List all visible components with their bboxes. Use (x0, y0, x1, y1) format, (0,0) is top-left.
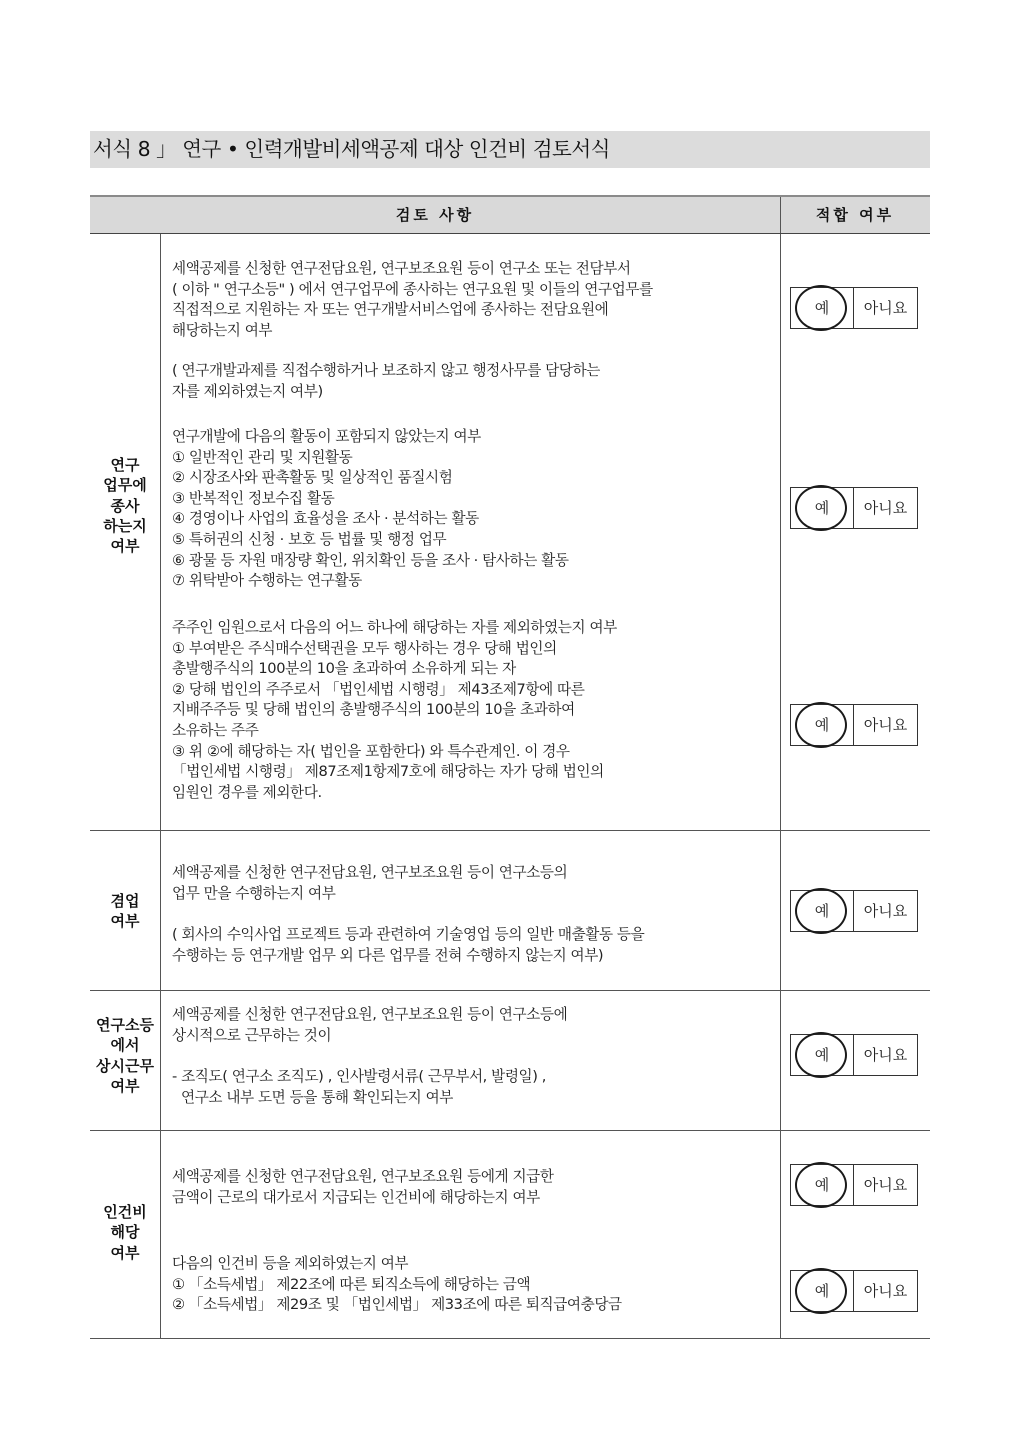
suitability-answer (790, 1164, 918, 1206)
answer-yes: 예 (814, 716, 830, 734)
review-text-line: 자를 제외하였는지 여부) (172, 382, 323, 400)
review-row-labor-cost (90, 1131, 930, 1339)
review-text-line: 세액공제를 신청한 연구전담요원, 연구보조요원 등이 연구소등에 (172, 1006, 568, 1023)
row-label-line: 업무에 (103, 476, 147, 495)
review-text-line: ⑦ 위탁받아 수행하는 연구활동 (172, 572, 362, 590)
table-header (90, 195, 930, 234)
row-label (90, 891, 160, 932)
review-text-line: 소유하는 주주 (172, 721, 259, 739)
review-text-line: ⑤ 특허권의 신청 · 보호 등 법률 및 행정 업무 (172, 530, 447, 548)
row-label-line: 하는지 (103, 516, 147, 535)
row-label-line: 여부 (110, 1076, 140, 1095)
title-bar (90, 131, 930, 168)
row-label-line: 여부 (110, 912, 140, 931)
review-paragraph-note (172, 1067, 546, 1108)
review-paragraph (172, 427, 569, 592)
review-text-line: ④ 경영이나 사업의 효율성을 조사 · 분석하는 활동 (172, 510, 479, 528)
review-text-line: 해당하는지 여부 (172, 321, 273, 339)
review-text-line: 상시적으로 근무하는 것이 (172, 1026, 332, 1044)
answer-yes: 예 (814, 1176, 830, 1194)
answer-yes: 예 (814, 1282, 830, 1300)
review-text-line: - 조직도( 연구소 조직도) , 인사발령서류( 근무부서, 발령일) , (172, 1068, 547, 1085)
column-divider (780, 831, 781, 990)
suitability-answer (790, 1270, 918, 1312)
suitability-answer (790, 487, 918, 529)
row-label-line: 에서 (110, 1036, 140, 1055)
column-divider (160, 234, 161, 830)
review-paragraph-note (172, 361, 600, 402)
review-paragraph (172, 618, 617, 803)
answer-no: 아니요 (863, 499, 908, 517)
review-text-line: ② 「소득세법」 제29조 및 「법인세법」 제33조에 따른 퇴직급여충당금 (172, 1296, 622, 1314)
review-text-line: ( 회사의 수익사업 프로젝트 등과 관련하여 기술영업 등의 일반 매출활동 등을 (172, 926, 645, 943)
review-text-line: 세액공제를 신청한 연구전담요원, 연구보조요원 등에게 지급한 (172, 1168, 554, 1185)
answer-no: 아니요 (863, 1046, 908, 1064)
answer-yes: 예 (814, 299, 830, 317)
row-label (90, 1015, 160, 1096)
review-paragraph (172, 863, 567, 904)
page-title: 서식 8 」 연구 • 인력개발비세액공제 대상 인건비 검토서식 (93, 137, 610, 161)
review-paragraph (172, 1254, 622, 1316)
row-label-line: 해당 (110, 1223, 140, 1242)
row-label-line: 연구소등 (96, 1016, 154, 1034)
review-text-line: ⑥ 광물 등 자원 매장량 확인, 위치확인 등을 조사 · 탐사하는 활동 (172, 551, 569, 569)
answer-yes: 예 (814, 499, 830, 517)
review-text-line: ( 이하 " 연구소등" ) 에서 연구업무에 종사하는 연구요원 및 이들의 연구업무를 (172, 280, 653, 298)
review-text-line: 금액이 근로의 대가로서 지급되는 인건비에 해당하는지 여부 (172, 1188, 540, 1206)
row-label-line: 상시근무 (96, 1056, 154, 1075)
column-divider (160, 991, 161, 1130)
answer-no: 아니요 (863, 716, 908, 734)
row-label-line: 여부 (110, 537, 140, 556)
review-text-line: ① 부여받은 주식매수선택권을 모두 행사하는 경우 당해 법인의 (172, 639, 557, 657)
row-label-line: 종사 (110, 496, 140, 515)
row-label-line: 인건비 (103, 1203, 147, 1221)
review-text-line: 다음의 인건비 등을 제외하였는지 여부 (172, 1255, 409, 1272)
column-divider (780, 991, 781, 1130)
review-text-line: 연구소 내부 도면 등을 통해 확인되는지 여부 (181, 1088, 453, 1106)
review-paragraph (172, 259, 653, 341)
review-text-line: 세액공제를 신청한 연구전담요원, 연구보조요원 등이 연구소등의 (172, 864, 568, 881)
review-text-line: ② 당해 법인의 주주로서 「법인세법 시행령」 제43조제7항에 따른 (172, 680, 585, 698)
review-text-line: 임원인 경우를 제외한다. (172, 783, 322, 801)
review-text-line: 주주인 임원으로서 다음의 어느 하나에 해당하는 자를 제외하였는지 여부 (172, 619, 617, 636)
column-divider (160, 1131, 161, 1338)
header-review-items: 검토 사항 (395, 206, 475, 224)
review-text-line: 지배주주등 및 당해 법인의 총발행주식의 100분의 10을 초과하여 (172, 701, 575, 719)
review-paragraph (172, 1005, 567, 1046)
review-paragraph (172, 1167, 554, 1208)
review-row-concurrent-work (90, 831, 930, 991)
column-divider (780, 1131, 781, 1338)
row-label-line: 여부 (110, 1243, 140, 1262)
review-text-line: 「법인세법 시행령」 제87조제1항제7호에 해당하는 자가 당해 법인의 (172, 763, 604, 781)
review-text-line: ③ 반복적인 정보수집 활동 (172, 489, 335, 507)
review-text-line: 수행하는 등 연구개발 업무 외 다른 업무를 전혀 수행하지 않는지 여부) (172, 946, 604, 964)
review-text-line: 업무 만을 수행하는지 여부 (172, 884, 336, 902)
suitability-answer (790, 287, 918, 329)
row-label-line: 겸업 (110, 892, 140, 910)
answer-yes: 예 (814, 1046, 830, 1064)
column-divider (160, 831, 161, 990)
review-text-line: 연구개발에 다음의 활동이 포함되지 않았는지 여부 (172, 428, 481, 445)
review-text-line: ② 시장조사와 판촉활동 및 일상적인 품질시험 (172, 469, 453, 487)
answer-no: 아니요 (863, 902, 908, 920)
row-label (90, 455, 160, 556)
answer-no: 아니요 (863, 1282, 908, 1300)
review-text-line: 세액공제를 신청한 연구전담요원, 연구보조요원 등이 연구소 또는 전담부서 (172, 260, 631, 277)
answer-no: 아니요 (863, 299, 908, 317)
review-text-line: ( 연구개발과제를 직접수행하거나 보조하지 않고 행정사무를 담당하는 (172, 362, 600, 379)
column-divider (780, 234, 781, 830)
suitability-answer (790, 704, 918, 746)
suitability-answer (790, 1034, 918, 1076)
answer-yes: 예 (814, 902, 830, 920)
answer-no: 아니요 (863, 1176, 908, 1194)
row-label (90, 1202, 160, 1263)
header-suitability: 적합 여부 (815, 206, 895, 224)
row-label-line: 연구 (110, 456, 140, 474)
review-text-line: ③ 위 ②에 해당하는 자( 법인을 포함한다) 와 특수관계인. 이 경우 (172, 742, 570, 760)
review-text-line: ① 「소득세법」 제22조에 따른 퇴직소득에 해당하는 금액 (172, 1275, 531, 1293)
review-text-line: 총발행주식의 100분의 10을 초과하여 소유하게 되는 자 (172, 660, 516, 678)
review-paragraph-note (172, 925, 644, 966)
suitability-answer (790, 890, 918, 932)
review-row-research-duty (90, 234, 930, 831)
review-text-line: 직접적으로 지원하는 자 또는 연구개발서비스업에 종사하는 전담요원에 (172, 301, 609, 319)
review-text-line: ① 일반적인 관리 및 지원활동 (172, 448, 353, 466)
review-row-fulltime-presence (90, 991, 930, 1131)
